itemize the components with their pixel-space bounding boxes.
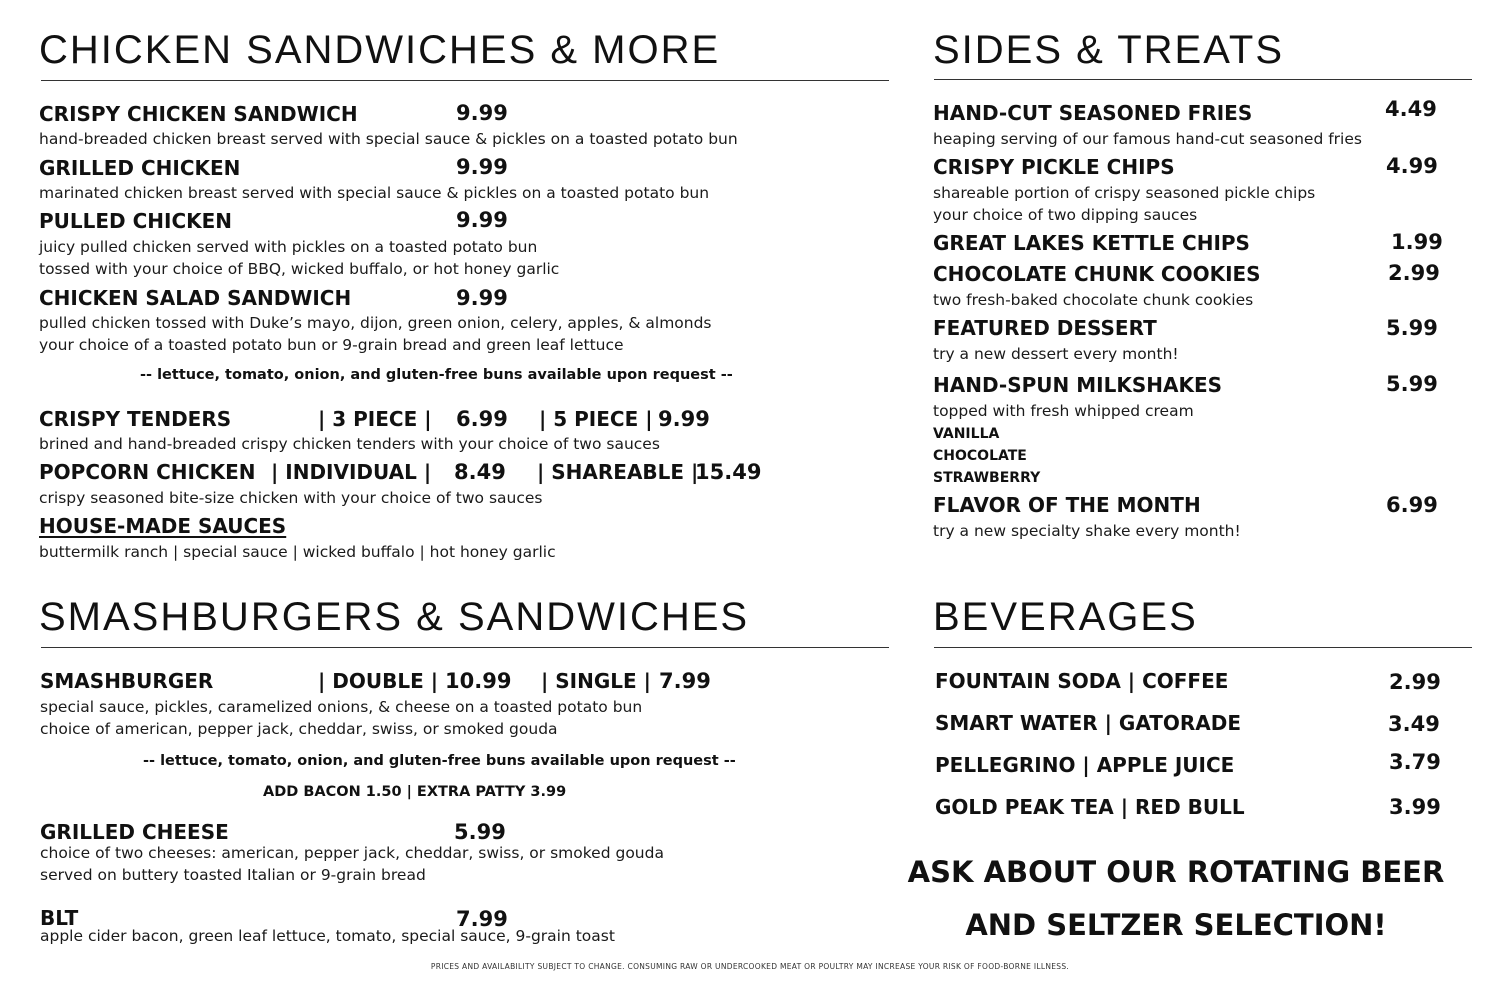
item-description: choice of american, pepper jack, cheddar, swiss, or smoked gouda <box>40 720 558 738</box>
beverage-name: GOLD PEAK TEA | RED BULL <box>935 795 1245 819</box>
item-description: try a new dessert every month! <box>933 345 1179 363</box>
item-name: CHICKEN SALAD SANDWICH <box>39 286 352 310</box>
item-price: 15.49 <box>695 460 762 484</box>
item-price: 9.99 <box>658 407 710 431</box>
item-description: apple cider bacon, green leaf lettuce, tomato, special sauce, 9-grain toast <box>40 927 615 945</box>
beer-seltzer-callout-line-1: ASK ABOUT OUR ROTATING BEER <box>907 855 1445 889</box>
beverage-name: FOUNTAIN SODA | COFFEE <box>935 669 1229 693</box>
item-description: heaping serving of our famous hand-cut seasoned fries <box>933 130 1362 148</box>
item-option: | SINGLE | <box>541 669 651 693</box>
item-name: GRILLED CHICKEN <box>39 156 241 180</box>
item-price: 6.99 <box>1386 493 1438 517</box>
item-description: marinated chicken breast served with special sauce & pickles on a toasted potato bun <box>39 184 710 202</box>
flavor-option: STRAWBERRY <box>933 470 1041 486</box>
footer-disclaimer: PRICES AND AVAILABILITY SUBJECT TO CHANGE. CONSUMING RAW OR UNDERCOOKED MEAT OR POULTRY MAY INCREASE YOUR RISK OF FOOD-BORNE ILLNESS. <box>430 962 1070 971</box>
item-name: FLAVOR OF THE MONTH <box>933 493 1201 517</box>
item-price: 2.99 <box>1388 261 1440 285</box>
item-price: 9.99 <box>456 155 508 179</box>
item-price: 5.99 <box>1386 316 1438 340</box>
item-price: 10.99 <box>445 669 512 693</box>
chicken-section-title: CHICKEN SANDWICHES & MORE <box>39 28 721 72</box>
item-name: CHOCOLATE CHUNK COOKIES <box>933 262 1261 286</box>
burger-addons: ADD BACON 1.50 | EXTRA PATTY 3.99 <box>263 784 567 800</box>
flavor-option: VANILLA <box>933 426 1000 442</box>
beverage-price: 3.99 <box>1389 795 1441 819</box>
flavor-option: CHOCOLATE <box>933 448 1027 464</box>
item-name: FEATURED DESSERT <box>933 316 1157 340</box>
item-price: 8.49 <box>454 460 506 484</box>
item-option: | 5 PIECE | <box>539 407 653 431</box>
item-description: topped with fresh whipped cream <box>933 402 1194 420</box>
item-description: your choice of two dipping sauces <box>933 206 1198 224</box>
item-price: 4.99 <box>1386 154 1438 178</box>
item-description: juicy pulled chicken served with pickles on a toasted potato bun <box>39 238 538 256</box>
item-option: | 3 PIECE | <box>318 407 432 431</box>
item-price: 7.99 <box>456 907 508 931</box>
item-price: 9.99 <box>456 101 508 125</box>
item-name: POPCORN CHICKEN <box>39 460 256 484</box>
item-name: CRISPY PICKLE CHIPS <box>933 155 1175 179</box>
beverage-name: PELLEGRINO | APPLE JUICE <box>935 753 1235 777</box>
item-price: 7.99 <box>659 669 711 693</box>
item-description: brined and hand-breaded crispy chicken tenders with your choice of two sauces <box>39 435 660 453</box>
item-name: HOUSE-MADE SAUCES <box>39 514 287 538</box>
item-description: tossed with your choice of BBQ, wicked buffalo, or hot honey garlic <box>39 260 560 278</box>
burgers-request-note: -- lettuce, tomato, onion, and gluten-free buns available upon request -- <box>143 753 736 769</box>
item-description: crispy seasoned bite-size chicken with your choice of two sauces <box>39 489 543 507</box>
item-option: | DOUBLE | <box>318 669 439 693</box>
item-name: HAND-CUT SEASONED FRIES <box>933 101 1253 125</box>
beer-seltzer-callout-line-2: AND SELTZER SELECTION! <box>965 908 1387 942</box>
item-price: 5.99 <box>454 820 506 844</box>
item-price: 6.99 <box>456 407 508 431</box>
item-description: choice of two cheeses: american, pepper jack, cheddar, swiss, or smoked gouda <box>40 844 664 862</box>
item-price: 4.49 <box>1385 97 1437 121</box>
item-price: 1.99 <box>1391 230 1443 254</box>
item-description: your choice of a toasted potato bun or 9-grain bread and green leaf lettuce <box>39 336 624 354</box>
burgers-section-title: SMASHBURGERS & SANDWICHES <box>39 595 750 639</box>
item-name: SMASHBURGER <box>40 669 214 693</box>
sides-section-divider <box>934 79 1472 80</box>
item-name: PULLED CHICKEN <box>39 209 233 233</box>
item-description: shareable portion of crispy seasoned pickle chips <box>933 184 1316 202</box>
item-name: GRILLED CHEESE <box>40 820 229 844</box>
item-price: 9.99 <box>456 208 508 232</box>
item-description: buttermilk ranch | special sauce | wicked buffalo | hot honey garlic <box>39 543 556 561</box>
burgers-section-divider <box>41 647 889 648</box>
beverage-name: SMART WATER | GATORADE <box>935 711 1242 735</box>
item-description: try a new specialty shake every month! <box>933 522 1241 540</box>
beverage-price: 2.99 <box>1389 670 1441 694</box>
beverage-price: 3.49 <box>1388 712 1440 736</box>
beverage-price: 3.79 <box>1389 750 1441 774</box>
item-name: HAND-SPUN MILKSHAKES <box>933 373 1223 397</box>
item-name: BLT <box>40 906 79 930</box>
item-name: GREAT LAKES KETTLE CHIPS <box>933 231 1250 255</box>
beverages-section-title: BEVERAGES <box>933 595 1198 639</box>
item-description: hand-breaded chicken breast served with special sauce & pickles on a toasted potato bun <box>39 130 738 148</box>
item-description: served on buttery toasted Italian or 9-grain bread <box>40 866 426 884</box>
item-description: two fresh-baked chocolate chunk cookies <box>933 291 1254 309</box>
item-option: | SHAREABLE | <box>537 460 699 484</box>
sides-section-title: SIDES & TREATS <box>933 28 1285 72</box>
chicken-section-divider <box>41 80 889 81</box>
item-description: special sauce, pickles, caramelized onions, & cheese on a toasted potato bun <box>40 698 643 716</box>
item-name: CRISPY CHICKEN SANDWICH <box>39 102 358 126</box>
item-description: pulled chicken tossed with Duke’s mayo, dijon, green onion, celery, apples, & almonds <box>39 314 712 332</box>
item-price: 9.99 <box>456 286 508 310</box>
item-name: CRISPY TENDERS <box>39 407 232 431</box>
chicken-request-note: -- lettuce, tomato, onion, and gluten-free buns available upon request -- <box>140 367 733 383</box>
item-option: | INDIVIDUAL | <box>271 460 432 484</box>
item-price: 5.99 <box>1386 372 1438 396</box>
beverages-section-divider <box>934 647 1472 648</box>
